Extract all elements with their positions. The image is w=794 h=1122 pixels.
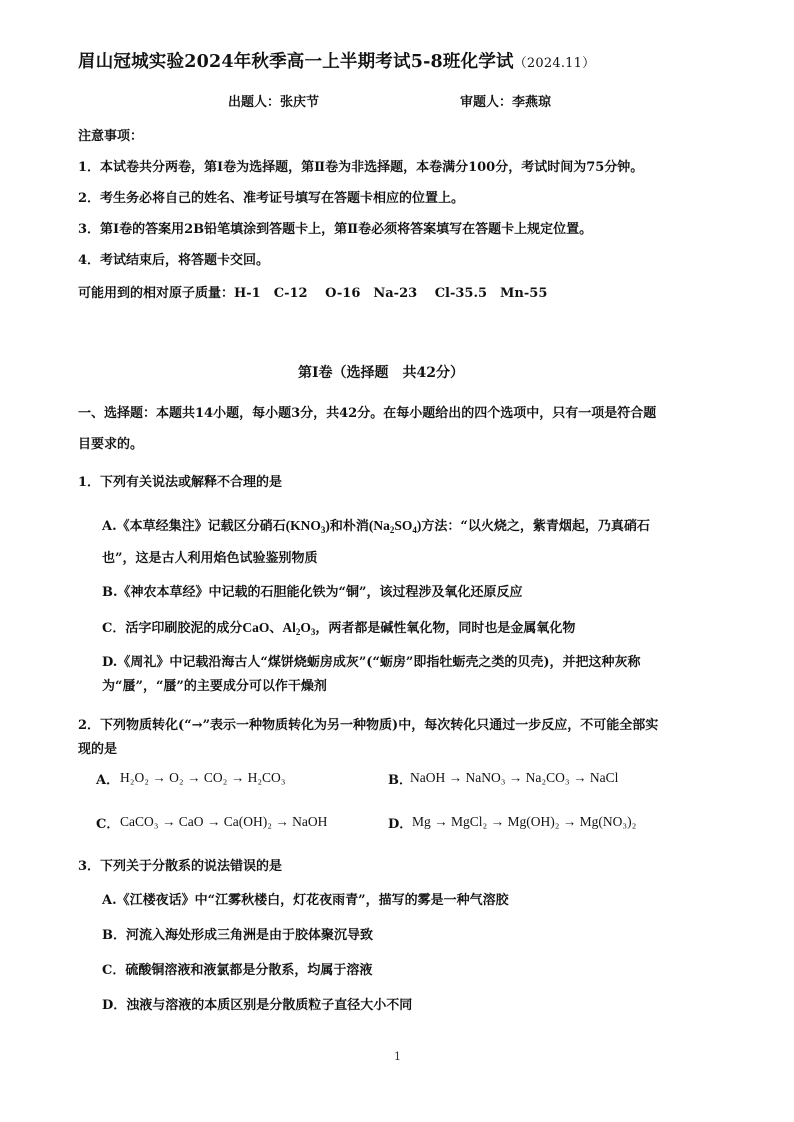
q2-stem: 2．下列物质转化(“→”表示一种物质转化为另一种物质)中，每次转化只通过一步反应，不可能全部实	[78, 718, 659, 733]
question-setter: 出题人：张庆节	[228, 95, 320, 110]
page-number: 1	[394, 1050, 401, 1063]
q2-option-a-label: A．	[96, 773, 120, 788]
note-item: 4．考试结束后，将答题卡交回。	[78, 253, 270, 268]
question-reviewer: 审题人：李燕琼	[460, 95, 552, 110]
q1-option-a: A.《本草经集注》记载区分硝石$(KNO_3)$和朴消$(Na_2SO_4)$方法：“以火烧之，紫青烟起，乃真硝石	[102, 518, 650, 535]
q3-option-b: B．河流入海处形成三角洲是由于胶体聚沉导致	[102, 928, 373, 943]
q1-stem: 1．下列有关说法或解释不合理的是	[78, 475, 283, 490]
exam-title	[78, 48, 595, 73]
note-item: 2．考生务必将自己的姓名、准考证号填写在答题卡相应的位置上。	[78, 191, 465, 206]
q2-option-b-label: B．	[388, 773, 412, 788]
q2-option-b-formula: NaOH → NaNO₃ → Na₂CO₃ → NaCl	[410, 770, 619, 785]
q2-stem-cont: 现的是	[78, 742, 118, 757]
section-intro: 一、选择题：本题共14小题，每小题3分，共42分。在每小题给出的四个选项中，只有一项是符合题	[78, 406, 657, 421]
section-intro-cont: 目要求的。	[78, 437, 144, 452]
q1-option-a-cont: 也”，这是古人利用焰色试验鉴别物质	[102, 551, 318, 566]
q3-option-d: D．浊液与溶液的本质区别是分散质粒子直径大小不同	[102, 998, 413, 1013]
q1-option-b: B.《神农本草经》中记载的石胆能化铁为“铜”，该过程涉及氧化还原反应	[102, 585, 523, 600]
q3-option-c: C．硫酸铜溶液和液氯都是分散系，均属于溶液	[102, 963, 373, 978]
q1-option-c: C．活字印刷胶泥的成分CaO、$Al_2O_3$，两者都是碱性氧化物，同时也是金属氧化物	[102, 620, 576, 637]
q2-option-d-label: D．	[388, 817, 413, 832]
q3-option-a: A.《江楼夜话》中“江雾秋楼白，灯花夜雨青”，描写的雾是一种气溶胶	[102, 893, 509, 908]
exam-title-text: 眉山冠城实验2024年秋季高一上半期考试5-8班化学试	[78, 52, 514, 72]
exam-date: （2024.11）	[513, 56, 596, 71]
q2-option-c-formula: CaCO₃ → CaO → Ca(OH)₂ → NaOH	[120, 814, 328, 829]
q1-option-d-cont: 为“蜃”，“蜃”的主要成分可以作干燥剂	[102, 679, 327, 694]
q2-option-c-label: C．	[96, 817, 120, 832]
q1-option-d: D.《周礼》中记载沿海古人“煤饼烧蛎房成灰”(“蛎房”即指牡蛎壳之类的贝壳)，并把这种灰称	[102, 655, 641, 670]
atomic-masses: 可能用到的相对原子质量：H-1 C-12 O-16 Na-23 Cl-35.5 Mn-55	[78, 286, 548, 301]
q2-option-d-formula: Mg → MgCl₂ → Mg(OH)₂ → Mg(NO₃)₂	[412, 814, 637, 829]
section-title: 第Ⅰ卷（选择题 共42分）	[298, 365, 465, 381]
note-item: 1．本试卷共分两卷，第Ⅰ卷为选择题，第Ⅱ卷为非选择题，本卷满分100分，考试时间为75分钟。	[78, 160, 644, 175]
q2-option-a-formula: H₂O₂ → O₂ → CO₂ → H₂CO₃	[120, 770, 286, 785]
notes-heading: 注意事项：	[78, 129, 144, 144]
note-item: 3．第Ⅰ卷的答案用2B铅笔填涂到答题卡上，第Ⅱ卷必须将答案填写在答题卡上规定位置。	[78, 222, 593, 237]
q3-stem: 3．下列关于分散系的说法错误的是	[78, 859, 283, 874]
